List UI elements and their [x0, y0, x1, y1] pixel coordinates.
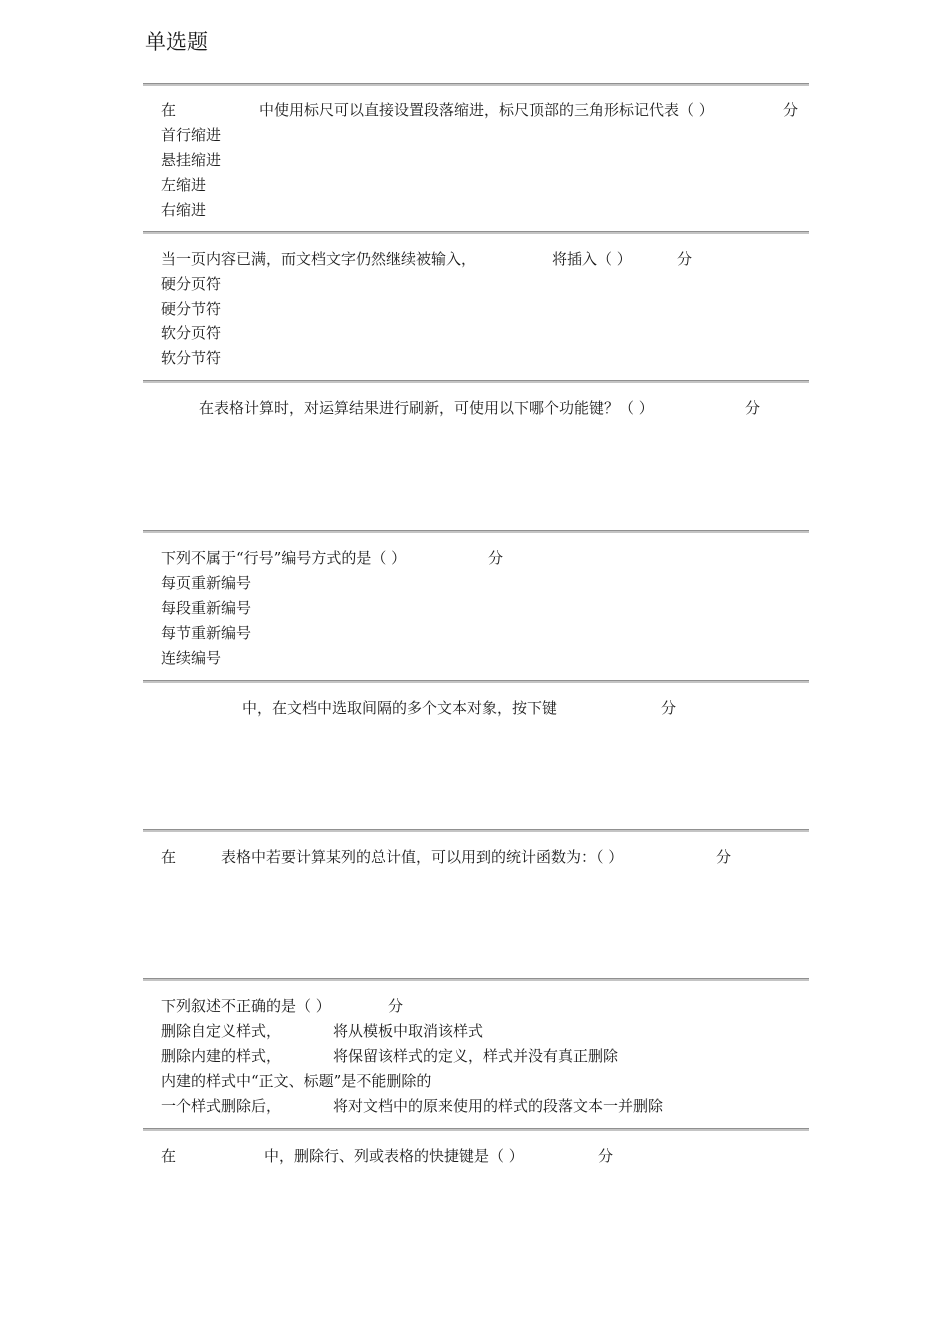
page-title: 单选题: [145, 30, 208, 54]
divider: [143, 231, 809, 234]
question-score: 分: [661, 699, 677, 717]
question-score: 分: [745, 399, 761, 417]
option-b-text: 将保留该样式的定义，样式并没有真正删除: [333, 1047, 619, 1065]
question-stem: 下列不属于“行号”编号方式的是（ ）: [161, 549, 407, 567]
divider: [143, 680, 809, 683]
option-c[interactable]: 软分页符: [161, 324, 222, 342]
option-b[interactable]: 每段重新编号: [161, 599, 252, 617]
divider: [143, 1128, 809, 1131]
divider: [143, 978, 809, 981]
option-b[interactable]: 悬挂缩进: [161, 151, 222, 169]
option-d[interactable]: 一个样式删除后，: [161, 1097, 282, 1115]
question-stem: 在: [161, 1147, 177, 1165]
divider: [143, 530, 809, 533]
option-b[interactable]: 硬分节符: [161, 300, 222, 318]
question-stem: 在: [161, 101, 177, 119]
question-stem: 中，删除行、列或表格的快捷键是（ ）: [264, 1147, 524, 1165]
question-score: 分: [388, 997, 404, 1015]
question-score: 分: [716, 848, 732, 866]
question-stem: 在表格计算时，对运算结果进行刷新，可使用以下哪个功能键？（ ）: [199, 399, 654, 417]
question-stem: 将插入（ ）: [552, 250, 632, 268]
option-a[interactable]: 硬分页符: [161, 275, 222, 293]
divider: [143, 829, 809, 832]
option-d[interactable]: 右缩进: [161, 201, 207, 219]
question-score: 分: [598, 1147, 614, 1165]
question-score: 分: [783, 101, 799, 119]
option-d-text: 将对文档中的原来使用的样式的段落文本一并删除: [333, 1097, 664, 1115]
question-score: 分: [677, 250, 693, 268]
option-c[interactable]: 左缩进: [161, 176, 207, 194]
option-d[interactable]: 软分节符: [161, 349, 222, 367]
question-score: 分: [488, 549, 504, 567]
option-a-text: 将从模板中取消该样式: [333, 1022, 484, 1040]
option-a[interactable]: 删除自定义样式，: [161, 1022, 282, 1040]
question-stem: 中，在文档中选取间隔的多个文本对象，按下键: [242, 699, 558, 717]
question-stem: 中使用标尺可以直接设置段落缩进，标尺顶部的三角形标记代表（ ）: [259, 101, 714, 119]
question-stem: 下列叙述不正确的是（ ）: [161, 997, 331, 1015]
divider: [143, 380, 809, 383]
question-stem: 在: [161, 848, 177, 866]
divider: [143, 83, 809, 86]
question-stem: 当一页内容已满，而文档文字仍然继续被输入，: [161, 250, 477, 268]
question-stem: 表格中若要计算某列的总计值，可以用到的统计函数为：（ ）: [221, 848, 624, 866]
option-d[interactable]: 连续编号: [161, 649, 222, 667]
option-c[interactable]: 每节重新编号: [161, 624, 252, 642]
option-a[interactable]: 每页重新编号: [161, 574, 252, 592]
option-c[interactable]: 内建的样式中“正文、标题”是不能删除的: [161, 1072, 432, 1090]
option-b[interactable]: 删除内建的样式，: [161, 1047, 282, 1065]
option-a[interactable]: 首行缩进: [161, 126, 222, 144]
